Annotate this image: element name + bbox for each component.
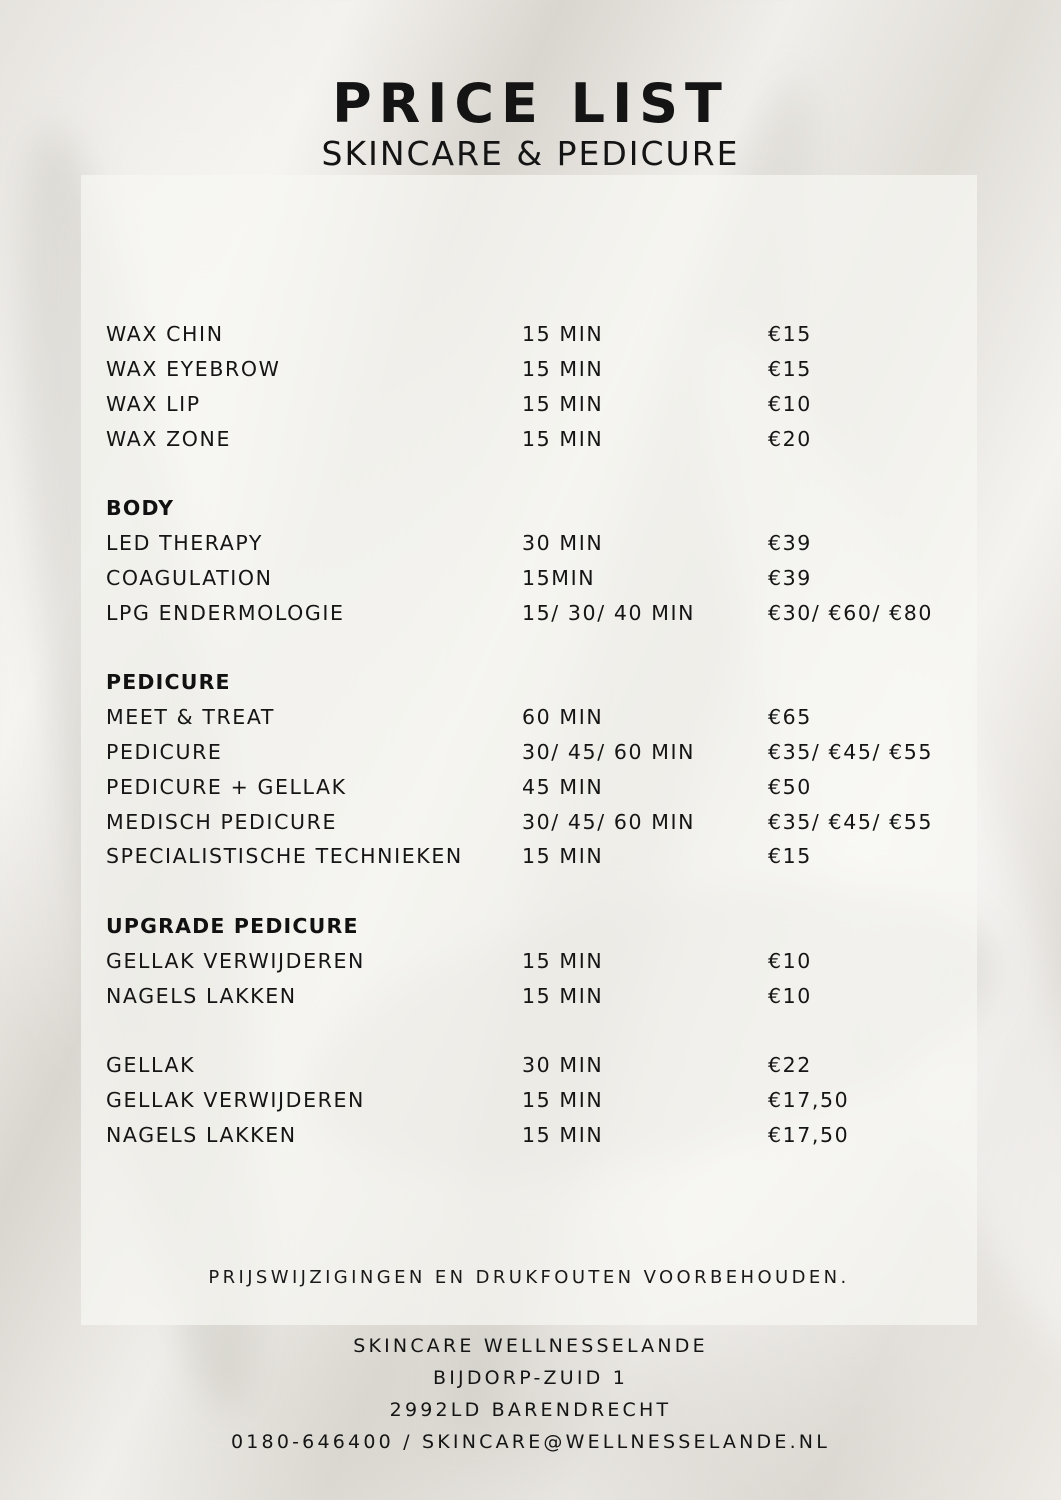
service-duration: 15/ 30/ 40 MIN [522,600,696,625]
service-duration: 30/ 45/ 60 MIN [522,809,696,834]
service-duration: 15MIN [522,565,596,590]
street-address: BIJDORP-ZUID 1 [432,1367,628,1389]
service-name: WAX EYEBROW [106,357,281,382]
service-duration: 15 MIN [522,844,604,869]
price-row [106,1083,966,1118]
section-spacer [106,874,966,909]
service-price: €10 [768,983,812,1008]
service-duration: 60 MIN [522,705,604,730]
footer-contact [0,1330,1061,1458]
price-row [106,317,966,352]
service-duration: 15 MIN [522,948,604,973]
service-price: €50 [768,774,812,799]
service-duration: 30 MIN [522,1053,604,1078]
service-duration: 15 MIN [522,426,604,451]
service-duration: 30/ 45/ 60 MIN [522,739,696,764]
price-row [106,421,966,456]
service-duration: 30 MIN [522,531,604,556]
price-row [106,839,966,874]
price-row [106,387,966,422]
disclaimer-text: PRIJSWIJZIGINGEN EN DRUKFOUTEN VOORBEHOUDEN. [208,1267,850,1288]
section-title: BODY [106,496,175,521]
service-name: NAGELS LAKKEN [106,983,297,1008]
service-duration: 15 MIN [522,983,604,1008]
price-row [106,943,966,978]
contact-info: 0180-646400 / SKINCARE@WELLNESSELANDE.NL [230,1431,831,1453]
service-price: €30/ €60/ €80 [768,600,934,625]
service-duration: 15 MIN [522,1087,604,1112]
business-name: SKINCARE WELLNESSELANDE [353,1335,708,1357]
price-row [106,1117,966,1152]
service-name: GELLAK [106,1053,196,1078]
service-duration: 15 MIN [522,357,604,382]
service-name: MEET & TREAT [106,705,276,730]
price-row [106,700,966,735]
service-name: LED THERAPY [106,531,264,556]
service-name: LPG ENDERMOLOGIE [106,600,345,625]
service-price: €15 [768,357,812,382]
price-row [106,978,966,1013]
service-price: €17,50 [768,1087,850,1112]
service-name: GELLAK VERWIJDEREN [106,948,365,973]
section-title: UPGRADE PEDICURE [106,913,359,938]
service-duration: 15 MIN [522,391,604,416]
service-name: WAX CHIN [106,322,224,347]
section-title: PEDICURE [106,670,231,695]
price-row [106,1048,966,1083]
service-name: GELLAK VERWIJDEREN [106,1087,365,1112]
price-list [106,317,966,1152]
price-row [106,769,966,804]
service-name: MEDISCH PEDICURE [106,809,337,834]
price-row [106,352,966,387]
service-price: €22 [768,1053,812,1078]
service-price: €10 [768,948,812,973]
city-address: 2992LD BARENDRECHT [389,1399,672,1421]
service-price: €17,50 [768,1122,850,1147]
service-price: €15 [768,322,812,347]
service-price: €15 [768,844,812,869]
page-title: PRICE LIST [332,72,729,135]
service-name: PEDICURE + GELLAK [106,774,347,799]
section-spacer [106,456,966,491]
service-name: SPECIALISTISCHE TECHNIEKEN [106,844,463,869]
section-spacer [106,1013,966,1048]
service-duration: 45 MIN [522,774,604,799]
service-price: €10 [768,391,812,416]
section-spacer [106,630,966,665]
price-row [106,804,966,839]
service-duration: 15 MIN [522,1122,604,1147]
price-row [106,595,966,630]
page-header [0,72,1061,174]
price-panel [81,175,977,1325]
service-name: WAX LIP [106,391,201,416]
service-price: €39 [768,565,812,590]
service-price: €35/ €45/ €55 [768,739,934,764]
service-price: €20 [768,426,812,451]
service-name: WAX ZONE [106,426,231,451]
service-duration: 15 MIN [522,322,604,347]
page-subtitle: SKINCARE & PEDICURE [321,134,740,173]
service-name: COAGULATION [106,565,273,590]
price-row [106,561,966,596]
price-row [106,735,966,770]
service-name: PEDICURE [106,739,223,764]
service-price: €35/ €45/ €55 [768,809,934,834]
service-name: NAGELS LAKKEN [106,1122,297,1147]
service-price: €65 [768,705,812,730]
service-price: €39 [768,531,812,556]
price-row [106,526,966,561]
